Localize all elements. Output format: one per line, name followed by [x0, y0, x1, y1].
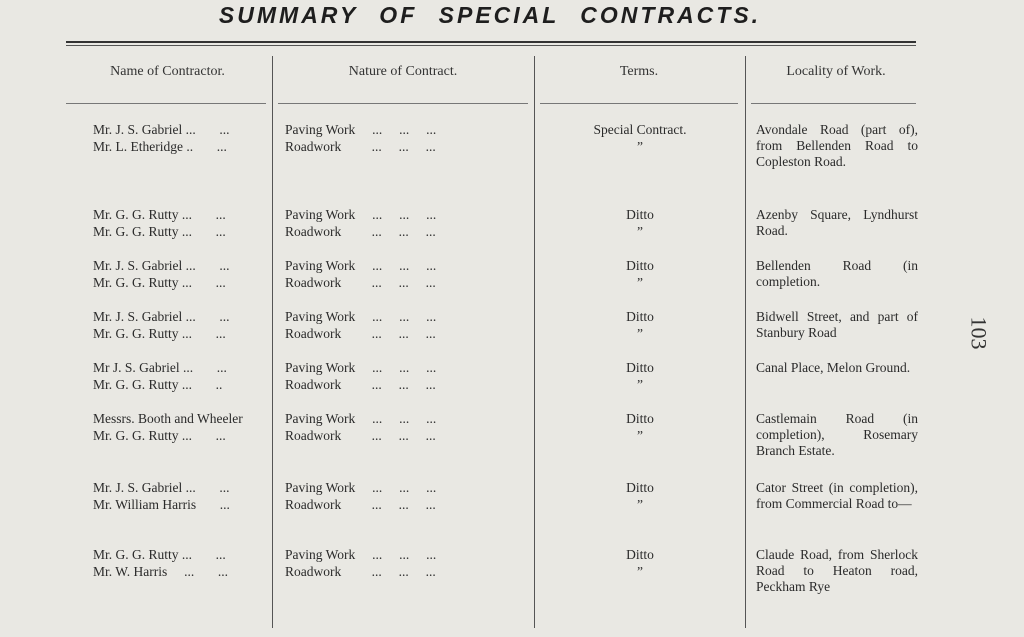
contract-nature: Roadwork ... ... ...	[285, 564, 436, 579]
contract-terms: Ditto	[626, 547, 654, 562]
title-rule-thick	[66, 41, 916, 43]
contractor-name: Mr. L. Etheridge .. ...	[93, 139, 227, 154]
contract-terms: Ditto	[626, 309, 654, 324]
contract-nature: Paving Work ... ... ...	[285, 411, 437, 426]
work-locality: Bidwell Street, and part of Stanbury Road	[756, 309, 918, 340]
contract-terms: ”	[637, 497, 643, 512]
header-underline	[540, 103, 738, 104]
work-locality: Claude Road, from Sherlock Road to Heaton road, Peckham Rye	[756, 547, 918, 594]
contract-nature: Roadwork ... ... ...	[285, 139, 436, 154]
contract-nature: Paving Work ... ... ...	[285, 207, 437, 222]
work-locality: Canal Place, Melon Ground.	[756, 360, 911, 375]
contract-terms: ”	[637, 564, 643, 579]
contract-nature: Paving Work ... ... ...	[285, 480, 437, 495]
column-header-locality: Locality of Work.	[786, 64, 886, 79]
work-locality: Azenby Square, Lyndhurst Road.	[756, 207, 918, 238]
title-rule-thin	[66, 45, 916, 46]
contractor-name: Mr. G. G. Rutty ... ...	[93, 275, 226, 290]
contract-nature: Roadwork ... ... ...	[285, 428, 436, 443]
contractor-name: Mr J. S. Gabriel ... ...	[93, 360, 227, 375]
contract-terms: ”	[637, 377, 643, 392]
contractor-name: Mr. W. Harris ... ...	[93, 564, 228, 579]
contractor-name: Mr. G. G. Rutty ... ...	[93, 326, 226, 341]
contractor-name: Mr. J. S. Gabriel ... ...	[93, 122, 230, 137]
work-locality: Avondale Road (part of), from Bellenden Road to Copleston Road.	[756, 122, 918, 169]
contract-terms: ”	[637, 428, 643, 443]
column-divider	[745, 56, 746, 628]
page-title: SUMMARY OF SPECIAL CONTRACTS.	[218, 2, 762, 28]
work-locality: Cator Street (in completion), from Commercial Road to—	[756, 480, 918, 511]
column-header-contractor: Name of Contractor.	[110, 64, 225, 79]
contractor-name: Mr. G. G. Rutty ... ..	[93, 377, 223, 392]
column-header-nature: Nature of Contract.	[348, 64, 458, 79]
contract-nature: Roadwork ... ... ...	[285, 377, 436, 392]
work-locality: Bellenden Road (in completion.	[756, 258, 918, 289]
contractor-name: Mr. J. S. Gabriel ... ...	[93, 309, 230, 324]
contractor-name: Mr. G. G. Rutty ... ...	[93, 428, 226, 443]
contract-nature: Paving Work ... ... ...	[285, 258, 437, 273]
contractor-name: Mr. William Harris ...	[93, 497, 230, 512]
page-number: 103	[966, 316, 992, 350]
contract-terms: Ditto	[626, 411, 654, 426]
contract-terms: Ditto	[626, 207, 654, 222]
header-underline	[278, 103, 528, 104]
contract-nature: Roadwork ... ... ...	[285, 224, 436, 239]
contract-terms: ”	[637, 224, 643, 239]
contractor-name: Mr. G. G. Rutty ... ...	[93, 547, 226, 562]
contract-nature: Paving Work ... ... ...	[285, 360, 437, 375]
contract-nature: Paving Work ... ... ...	[285, 122, 437, 137]
contract-nature: Paving Work ... ... ...	[285, 547, 437, 562]
header-underline	[66, 103, 266, 104]
contract-terms: Ditto	[626, 258, 654, 273]
contract-nature: Roadwork ... ... ...	[285, 326, 436, 341]
contract-terms: ”	[637, 275, 643, 290]
contractor-name: Mr. J. S. Gabriel ... ...	[93, 480, 230, 495]
column-divider	[272, 56, 273, 628]
contract-nature: Roadwork ... ... ...	[285, 497, 436, 512]
column-header-terms: Terms.	[619, 64, 659, 79]
contract-terms: Ditto	[626, 360, 654, 375]
work-locality: Castlemain Road (in completion), Rosemary Branch Estate.	[756, 411, 918, 458]
contractor-name: Mr. J. S. Gabriel ... ...	[93, 258, 230, 273]
contract-terms: ”	[637, 139, 643, 154]
contract-terms: Ditto	[626, 480, 654, 495]
contract-nature: Paving Work ... ... ...	[285, 309, 437, 324]
contractor-name: Mr. G. G. Rutty ... ...	[93, 224, 226, 239]
contract-terms: ”	[637, 326, 643, 341]
contract-terms: Special Contract.	[593, 122, 687, 137]
contractor-name: Messrs. Booth and Wheeler	[93, 411, 243, 426]
contractor-name: Mr. G. G. Rutty ... ...	[93, 207, 226, 222]
column-divider	[534, 56, 535, 628]
contract-nature: Roadwork ... ... ...	[285, 275, 436, 290]
header-underline	[751, 103, 916, 104]
